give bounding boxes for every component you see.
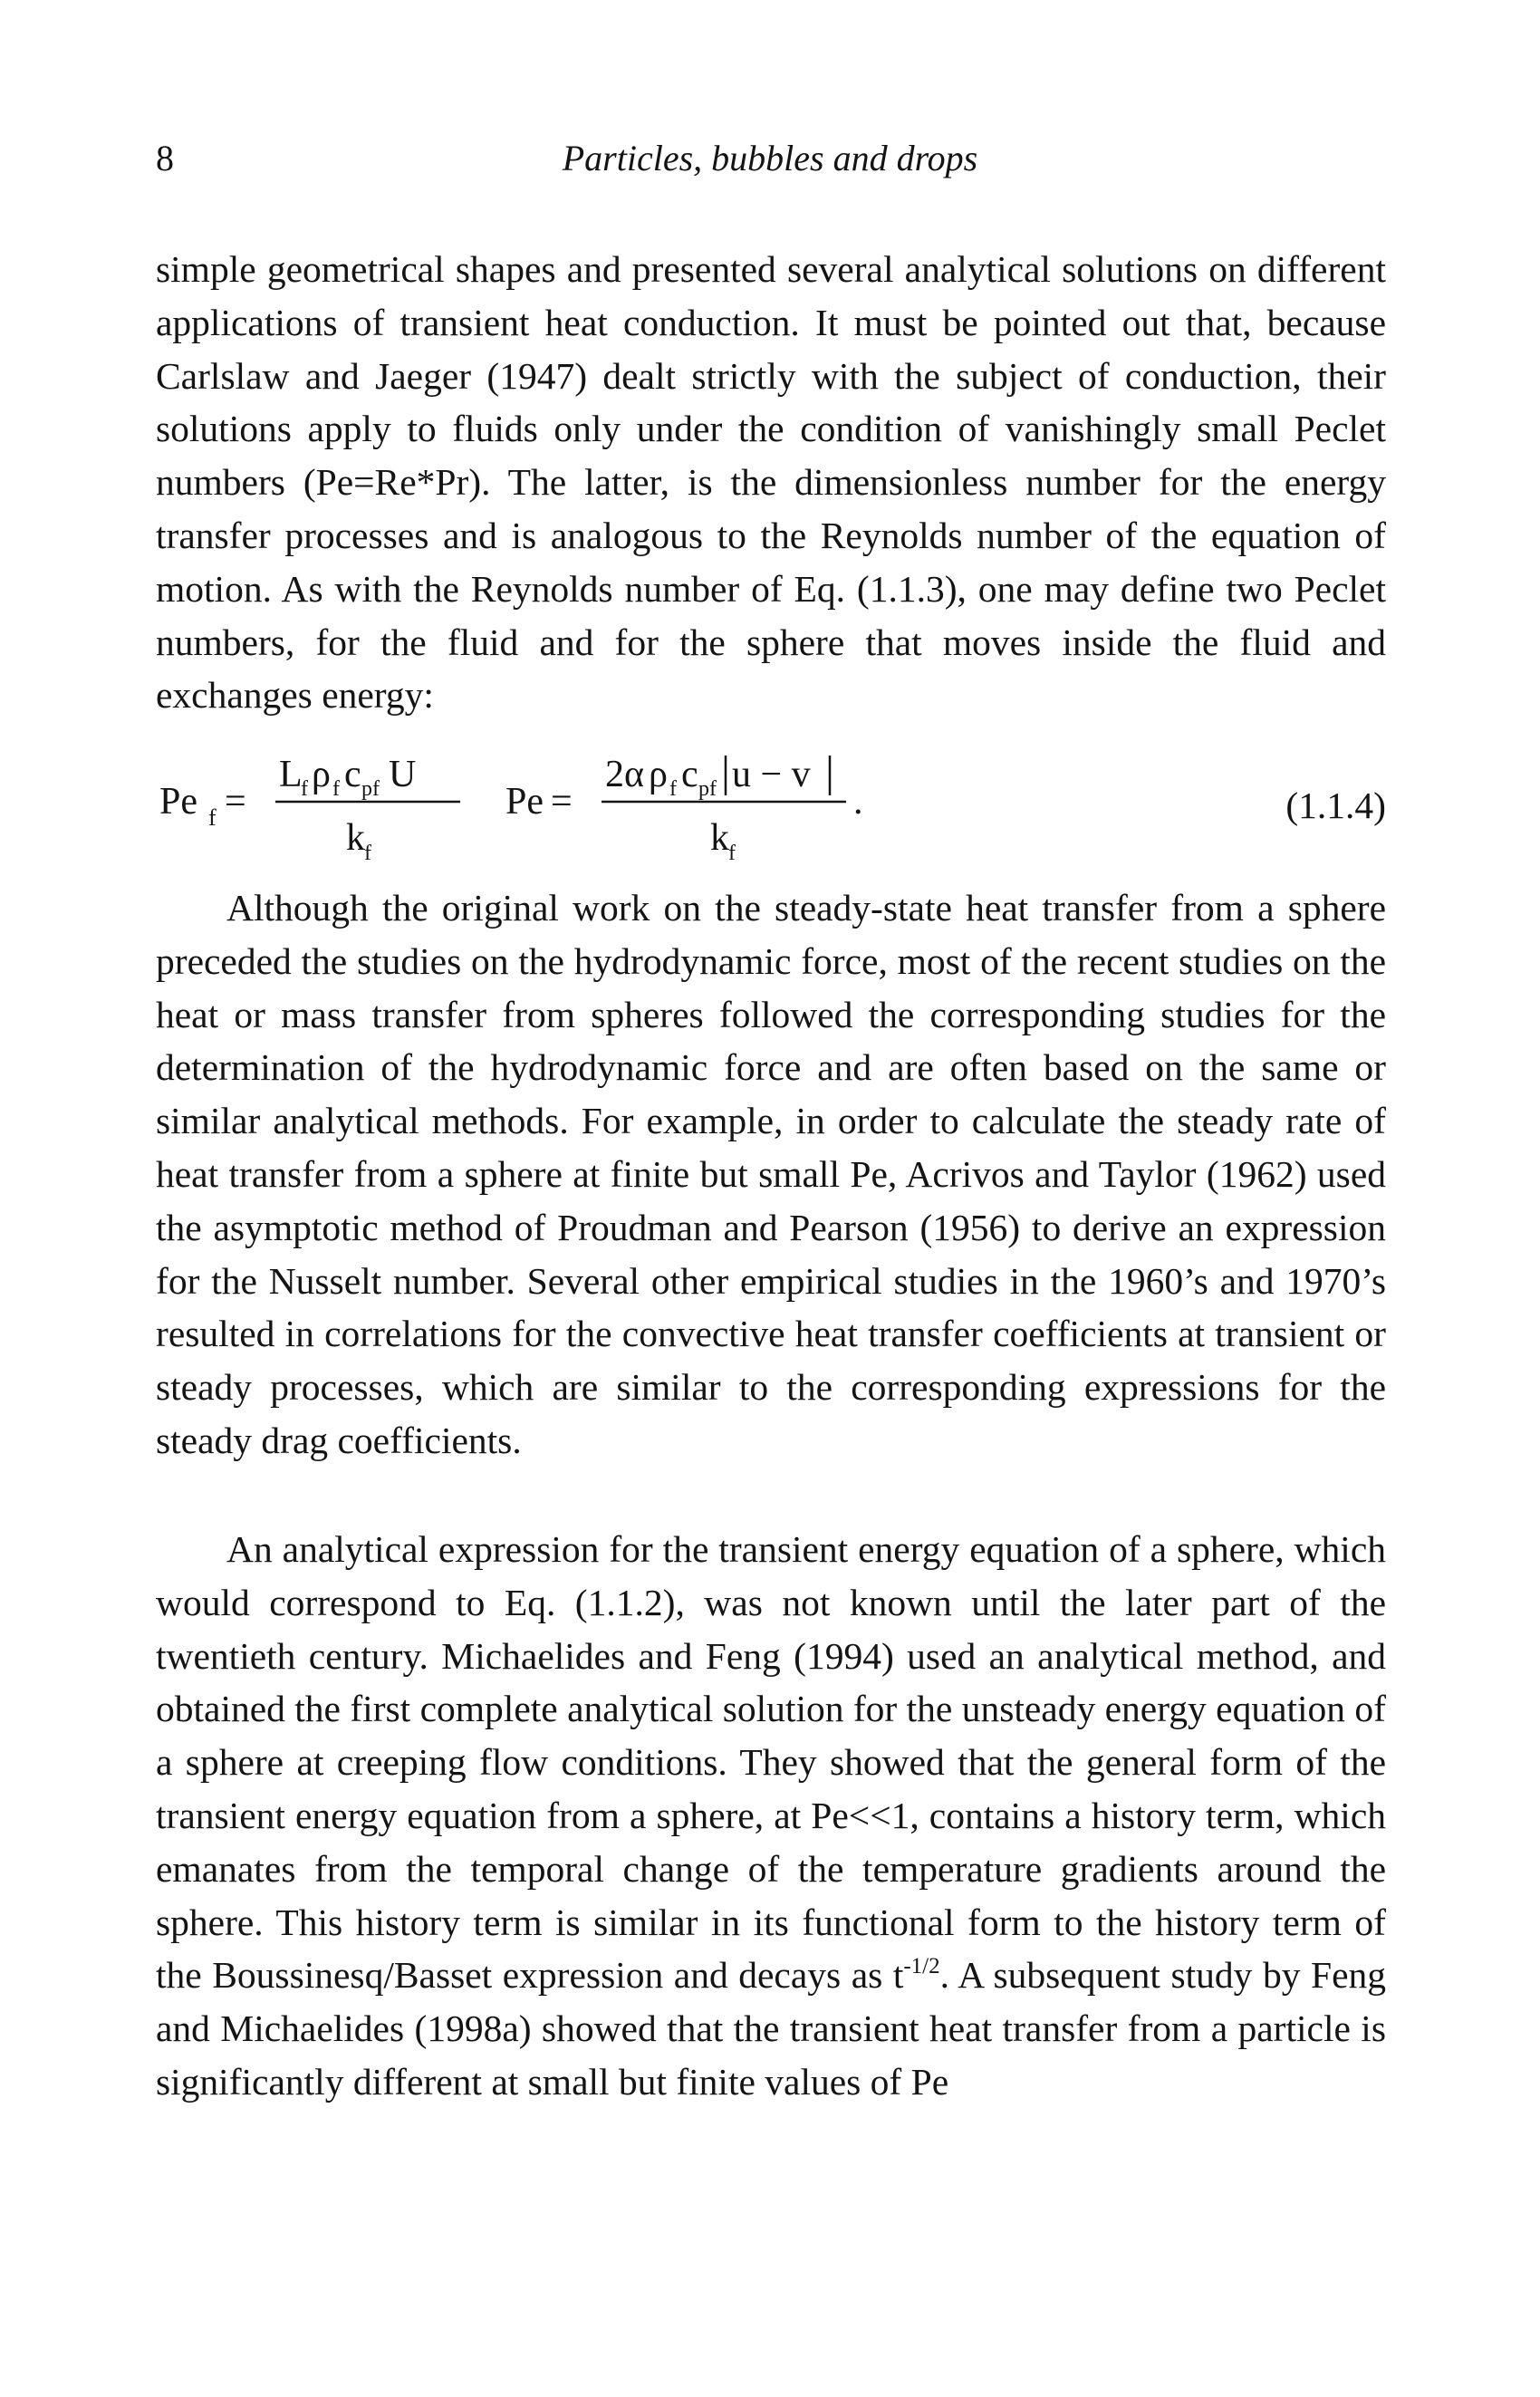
equation-graphic	[156, 732, 1243, 881]
eq-den2-sub: f	[728, 842, 736, 865]
eq-num2-c: c	[681, 754, 698, 795]
eq-num1-rho-sub: f	[332, 777, 340, 801]
page-number: 8	[156, 138, 174, 178]
eq-num1-c-sub: pf	[361, 777, 380, 801]
eq-num1-L-sub: f	[301, 777, 308, 801]
eq-num2-rho-sub: f	[669, 777, 677, 801]
eq-num2-rho: ρ	[649, 754, 668, 795]
eq-period: .	[853, 781, 863, 823]
eq-equals-2: =	[551, 781, 573, 823]
eq-num2-c-sub: pf	[698, 777, 717, 801]
eq-num2-diff: u − v	[732, 754, 811, 795]
eq-equals-1: =	[225, 781, 246, 823]
paragraph-3	[156, 1523, 1386, 2109]
eq-lhs1: Pe	[159, 781, 197, 823]
equation-1-1-4	[156, 732, 1386, 881]
eq-num2-2alpha: 2α	[605, 754, 645, 795]
equation-number: (1.1.4)	[1285, 785, 1386, 826]
eq-num1-rho: ρ	[312, 754, 331, 795]
eq-den1-k: k	[346, 817, 365, 859]
paragraph-1: simple geometrical shapes and presented several analytical solutions on different applications of transient heat conduction. It must be pointed out that, because Carlslaw and Jaeger (1947) dealt strictly with the subject of conduction, their solutions apply to fluids only under the condition of vanishingly small Peclet numbers (Pe=Re*Pr). The latter, is the dimensionless number for the energy transfer processes and is analogous to the Reynolds number of the equation of motion. As with the Reynolds number of Eq. (1.1.3), one may define two Peclet numbers, for the fluid and for the sphere that moves inside the fluid and exchanges energy:	[156, 248, 1386, 717]
superscript-exponent: -1/2	[903, 1954, 940, 1979]
paragraph-3-text-b: . A subsequent study by Feng and Michaelides (1998a) showed that the transient heat transfer from a particle is significantly different at small but finite values of Pe	[156, 1954, 1386, 2103]
eq-den2-k: k	[710, 817, 729, 859]
running-head: Particles, bubbles and drops	[562, 138, 978, 178]
paragraph-2: Although the original work on the steady-state heat transfer from a sphere preceded the studies on the hydrodynamic force, most of the recent studies on the heat or mass transfer from spheres followed the corresponding studies for the determination of the hydrodynamic force and are often based on the same or similar analytical methods. For example, in order to calculate the steady rate of heat transfer from a sphere at finite but small Pe, Acrivos and Taylor (1962) used the asymptotic method of Proudman and Pearson (1956) to derive an expression for the Nusselt number. Several other empirical studies in the 1960’s and 1970’s resulted in correlations for the convective heat transfer coefficients at transient or steady processes, which are similar to the corresponding expressions for the steady drag coefficients.	[156, 887, 1386, 1461]
eq-den1-sub: f	[364, 842, 371, 865]
eq-num1-U: U	[389, 754, 417, 795]
eq-lhs2: Pe	[505, 781, 544, 823]
eq-num1-L: L	[279, 754, 303, 795]
eq-num1-c: c	[344, 754, 361, 795]
eq-lhs1-sub: f	[208, 804, 217, 831]
paragraph-3-text-a: An analytical expression for the transient energy equation of a sphere, which would correspond to Eq. (1.1.2), was not known until the later part of the twentieth century. Michaelides and Feng (1994) used an analytical method, and obtained the first complete analytical solution for the unsteady energy equation of a sphere at creeping flow conditions. They showed that the general form of the transient energy equation from a sphere, at Pe<<1, contains a history term, which emanates from the temporal change of the temperature gradients around the sphere. This history term is similar in its functional form to the history term of the Boussinesq/Basset expression and decays as t	[156, 1528, 1386, 1997]
